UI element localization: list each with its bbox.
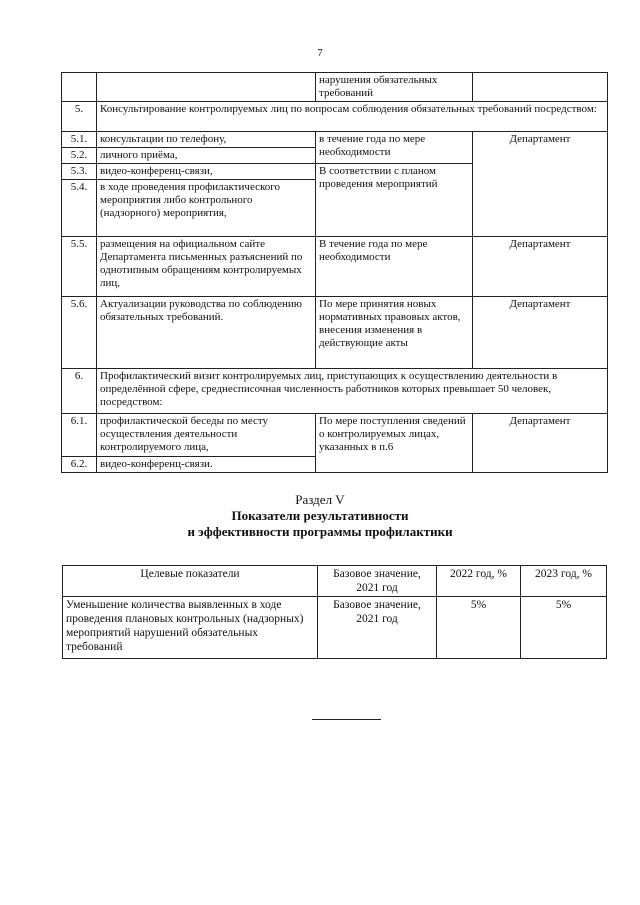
measure-text: Консультирование контролируемых лиц по вопросам соблюдения обязательных требований посредством:: [97, 102, 608, 132]
measure-term: в течение года по мере необходимости: [316, 132, 473, 164]
measure-term: В течение года по мере необходимости: [316, 237, 473, 297]
row-number: 5.5.: [62, 237, 97, 297]
measure-text: Актуализации руководства по соблюдению обязательных требований.: [97, 297, 316, 369]
measure-executor: Департамент: [473, 297, 608, 369]
column-header: Целевые показатели: [63, 566, 318, 597]
measure-text: профилактической беседы по месту осуществления деятельности контролируемого лица,: [97, 414, 316, 457]
table-row: [62, 369, 608, 414]
measure-term: В соответствии с планом проведения мероприятий: [316, 164, 473, 237]
indicator-2023: 5%: [521, 597, 607, 659]
measure-executor: [473, 73, 608, 102]
row-number: [62, 73, 97, 102]
table-row: [63, 597, 607, 659]
page-number: 7: [317, 47, 323, 59]
measure-term: По мере принятия новых нормативных правовых актов, внесения изменения в действующие акты: [316, 297, 473, 369]
table-row: [62, 414, 608, 457]
measure-text: видео-конференц-связи,: [97, 164, 316, 180]
table-header-row: [63, 566, 607, 597]
section-label: Раздел V: [295, 492, 345, 507]
row-number: 5.3.: [62, 164, 97, 180]
indicator-2022: 5%: [437, 597, 521, 659]
row-number: 6.1.: [62, 414, 97, 457]
measure-text: в ходе проведения профилактического мероприятия либо контрольного (надзорного) мероприятия,: [97, 180, 316, 237]
row-number: 5.1.: [62, 132, 97, 148]
measure-text: Профилактический визит контролируемых лиц, приступающих к осуществлению деятельности в определённой сфере, среднесписочная численность работников которых превышает 50 человек, посредством:: [97, 369, 608, 414]
row-number: 6.: [62, 369, 97, 414]
row-number: 6.2.: [62, 457, 97, 473]
row-number: 5.4.: [62, 180, 97, 237]
row-number: 5.6.: [62, 297, 97, 369]
table-row: [62, 102, 608, 132]
measure-text: видео-конференц-связи.: [97, 457, 316, 473]
measure-executor: Департамент: [473, 132, 608, 237]
measure-text: личного приёма,: [97, 148, 316, 164]
measure-term: По мере поступления сведений о контролируемых лицах, указанных в п.6: [316, 414, 473, 473]
measure-executor: Департамент: [473, 237, 608, 297]
row-number: 5.: [62, 102, 97, 132]
measure-term: нарушения обязательных требований: [316, 73, 473, 102]
indicator-name: Уменьшение количества выявленных в ходе проведения плановых контрольных (надзорных) мероприятий нарушений обязательных требований: [63, 597, 318, 659]
indicator-base-value: Базовое значение, 2021 год: [318, 597, 437, 659]
measures-table: [61, 72, 608, 473]
measure-text: консультации по телефону,: [97, 132, 316, 148]
table-row: [62, 73, 608, 102]
column-header: 2023 год, %: [521, 566, 607, 597]
table-row: [62, 132, 608, 148]
measure-executor: Департамент: [473, 414, 608, 473]
measure-text: размещения на официальном сайте Департамента письменных разъяснений по однотипным обращениям контролируемых лиц,: [97, 237, 316, 297]
end-divider: [312, 719, 381, 720]
row-number: 5.2.: [62, 148, 97, 164]
measure-text: [97, 73, 316, 102]
table-row: [62, 237, 608, 297]
section-title-line1: Показатели результативности: [231, 508, 409, 523]
table-row: [62, 297, 608, 369]
column-header: Базовое значение, 2021 год: [318, 566, 437, 597]
column-header: 2022 год, %: [437, 566, 521, 597]
section-title-line2: и эффективности программы профилактики: [187, 524, 453, 539]
indicators-table: [62, 565, 607, 659]
